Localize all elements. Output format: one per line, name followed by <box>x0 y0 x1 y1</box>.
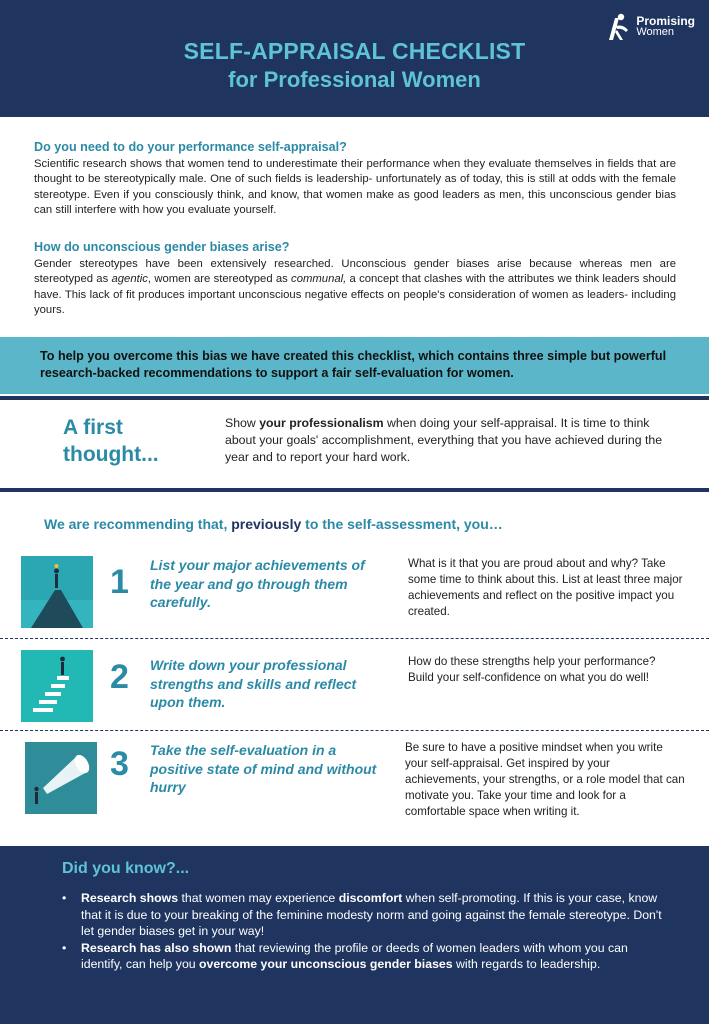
first-thought-text-bold: your professionalism <box>259 416 384 430</box>
did-you-know-item-2 <box>62 940 670 973</box>
step-desc-3: Be sure to have a positive mindset when you write your self-appraisal. Get inspired by your achievements, your strengths, or a role model that can motivate you. Take your time and look for a comfortable space when writing it. <box>405 741 685 818</box>
recommendation-intro-b: to the self-assessment, you… <box>301 516 503 532</box>
did-you-know-heading: Did you know?... <box>62 860 190 877</box>
item-2-bold-2: overcome your unconscious gender biases <box>199 957 453 972</box>
item-1-bold-1: Research shows <box>81 891 179 905</box>
recommendation-intro <box>44 516 503 532</box>
first-thought-heading <box>63 414 159 468</box>
page-title: SELF-APPRAISAL CHECKLIST <box>183 38 526 64</box>
paragraph-2-part-a: Gender stereotypes have been extensively researched. Unconscious gender biases arise because whereas men are stereotyped as <box>34 258 676 286</box>
divider-top <box>0 396 709 400</box>
header-banner <box>0 0 709 117</box>
megaphone-icon <box>25 742 97 814</box>
checklist-banner-text: To help you overcome this bias we have created this checklist, which contains three simple but powerful research-backed recommendations to support a fair self-evaluation for women. <box>40 349 667 380</box>
recommendation-intro-bold: previously <box>231 516 302 532</box>
item-2-text-b: with regards to leadership. <box>452 957 601 972</box>
paragraph-2 <box>34 257 676 319</box>
step-desc-1: What is it that you are proud about and why? Take some time to think about this. List at least three major achievements and reflect on the positive impact you created. <box>408 557 683 618</box>
logo-line-2: Women <box>636 26 675 38</box>
first-thought-line-2: thought... <box>63 443 159 466</box>
checklist-banner <box>0 337 709 394</box>
intro-section-1 <box>34 140 676 219</box>
step-number-2: 2 <box>110 658 129 696</box>
item-1-bold-2: discomfort <box>338 891 403 905</box>
step-number-3: 3 <box>110 745 129 783</box>
item-2-bold-1: Research has also shown <box>81 940 232 955</box>
stairs-climb-icon <box>21 650 93 722</box>
intro-section-2 <box>34 240 676 319</box>
first-thought-text <box>225 415 680 466</box>
logo-text <box>636 16 695 38</box>
paragraph-2-em-communal: communal, <box>291 273 347 286</box>
first-thought-line-1: A first <box>63 416 123 439</box>
did-you-know-section <box>0 846 709 1024</box>
paragraph-2-part-b: , women are stereotyped as <box>147 273 292 286</box>
step-title-2: Write down your professional strengths and skills and reflect upon them. <box>150 657 357 710</box>
did-you-know-item-1 <box>62 890 670 940</box>
did-you-know-list <box>62 890 670 973</box>
question-heading-2: How do unconscious gender biases arise? <box>34 240 290 254</box>
recommendation-intro-a: We are recommending that, <box>44 516 232 532</box>
first-thought-text-b: when doing your self-appraisal. It is time to think about your goals' accomplishment, everything that you have achieved during the year and to report your hard work. <box>225 416 663 464</box>
item-2-text-a: that reviewing the profile or deeds of women leaders with whom you can identify, can help you <box>81 940 628 972</box>
item-1-text-b: when self-promoting. If this is your case, know that it is due to your breaking of the feminine modesty norm and going against the female stereotype. Don't let gender biases get in your way! <box>81 891 662 939</box>
step-number-1: 1 <box>110 563 129 601</box>
page-subtitle: for Professional Women <box>228 67 481 92</box>
paragraph-2-part-c: a concept that clashes with the attributes we think leaders should have. This lack of fit produces important unconscious negative effects on people's consideration of women as leaders- including yours. <box>34 273 676 317</box>
step-title-1: List your major achievements of the year and go through them carefully. <box>150 557 365 610</box>
logo-line-1: Promising <box>636 14 695 28</box>
item-1-text-a: that women may experience <box>178 891 339 905</box>
step-title-3: Take the self-evaluation in a positive state of mind and without hurry <box>150 742 377 795</box>
step-divider-1 <box>0 638 709 639</box>
question-heading-1: Do you need to do your performance self-appraisal? <box>34 140 347 154</box>
divider-bottom <box>0 488 709 492</box>
paragraph-1: Scientific research shows that women tend to underestimate their performance when they evaluate themselves in fields that are thought to be stereotypically male. One of such fields is leadership- unfortunately as of today, this is still at odds with the female stereotype. Even if you consciously think, and know, that women make as good leaders as men, this unconscious gender bias can still interfere with how you evaluate yourself. <box>34 158 676 217</box>
paragraph-2-em-agentic: agentic <box>111 273 148 286</box>
step-divider-2 <box>0 730 709 731</box>
mountain-summit-icon <box>21 556 93 628</box>
first-thought-text-a: Show <box>225 416 260 430</box>
step-desc-2: How do these strengths help your performance? Build your self-confidence on what you do well! <box>408 655 656 684</box>
